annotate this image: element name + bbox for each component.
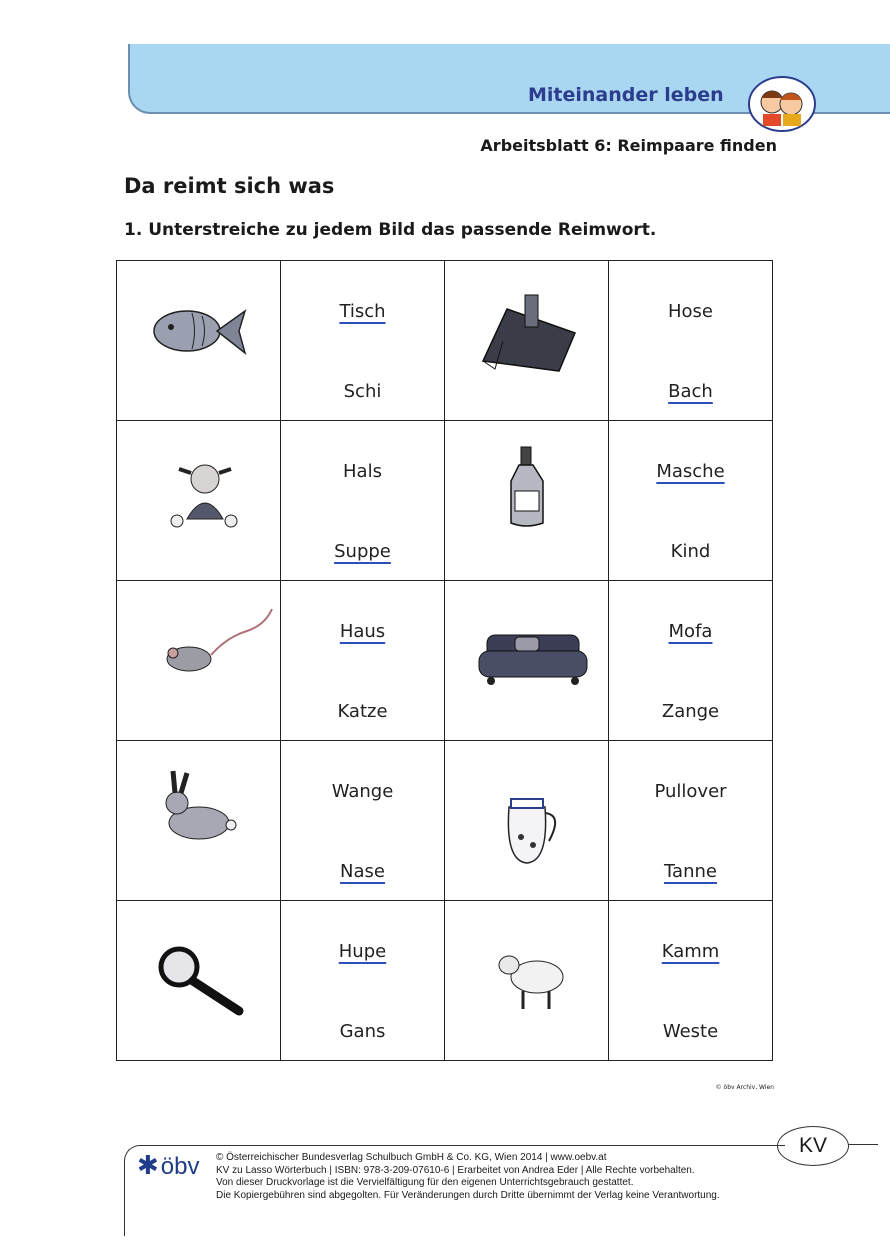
table-row [117, 261, 773, 421]
word-option[interactable]: Wange [331, 781, 394, 802]
roof-icon [445, 261, 608, 420]
rabbit-icon [117, 741, 280, 900]
picture-cell-doll [117, 421, 281, 581]
footer-text [216, 1152, 720, 1202]
word-option[interactable]: Nase [340, 861, 385, 882]
word-option[interactable]: Mofa [668, 621, 713, 642]
word-option[interactable]: Weste [662, 1021, 719, 1042]
picture-cell-jug [445, 741, 609, 901]
word-cell [281, 421, 445, 581]
picture-cell-mouse [117, 581, 281, 741]
children-logo-icon [747, 76, 817, 132]
task-instruction: 1. Unterstreiche zu jedem Bild das passende Reimwort. [124, 220, 657, 240]
sofa-icon [445, 581, 608, 740]
table-row [117, 741, 773, 901]
magnifier-icon [117, 901, 280, 1060]
footer-line: © Österreichischer Bundesverlag Schulbuch GmbH & Co. KG, Wien 2014 | www.oebv.at [216, 1152, 607, 1163]
word-cell [609, 261, 773, 421]
footer-divider [848, 1144, 878, 1145]
word-cell [281, 741, 445, 901]
page-title: Da reimt sich was [124, 174, 335, 198]
picture-cell-fish [117, 261, 281, 421]
mouse-icon [117, 581, 280, 740]
word-option[interactable]: Suppe [334, 541, 391, 562]
word-cell [281, 581, 445, 741]
word-option[interactable]: Hose [668, 301, 713, 322]
footer-line: Die Kopiergebühren sind abgegolten. Für Veränderungen durch Dritte übernimmt der Verlag keine Verantwortung. [216, 1189, 720, 1201]
word-cell [609, 741, 773, 901]
word-option[interactable]: Schi [343, 381, 382, 402]
footer-line: KV zu Lasso Wörterbuch | ISBN: 978-3-209-07610-6 | Erarbeitet von Andrea Eder | Alle Rechte vorbehalten. [216, 1164, 695, 1176]
footer-line: Von dieser Druckvorlage ist die Vervielfältigung für den eigenen Unterrichtsgebrauch gestattet. [216, 1177, 634, 1188]
fish-icon [117, 261, 280, 420]
kv-badge: KV [777, 1126, 849, 1166]
picture-cell-roof [445, 261, 609, 421]
word-option[interactable]: Kind [670, 541, 711, 562]
word-option[interactable]: Hupe [338, 941, 387, 962]
word-option[interactable]: Haus [339, 621, 386, 642]
table-row [117, 421, 773, 581]
doll-icon [117, 421, 280, 580]
word-cell [609, 581, 773, 741]
word-option[interactable]: Masche [656, 461, 725, 482]
word-cell [281, 261, 445, 421]
picture-cell-rabbit [117, 741, 281, 901]
banner-title: Miteinander leben [528, 84, 724, 106]
word-option[interactable]: Tanne [664, 861, 717, 882]
picture-cell-sheep [445, 901, 609, 1061]
word-cell [281, 901, 445, 1061]
worksheet-label: Arbeitsblatt 6: Reimpaare finden [480, 136, 777, 155]
table-row [117, 581, 773, 741]
picture-cell-sofa [445, 581, 609, 741]
rhyme-table [116, 260, 773, 1061]
logo-text: öbv [160, 1153, 200, 1180]
word-option[interactable]: Bach [668, 381, 713, 402]
word-option[interactable]: Tisch [339, 301, 386, 322]
asterisk-logo-icon: ✱ [137, 1150, 159, 1180]
word-option[interactable]: Hals [343, 461, 382, 482]
word-cell [609, 421, 773, 581]
picture-cell-magnifier [117, 901, 281, 1061]
word-option[interactable]: Katze [337, 701, 388, 722]
table-row [117, 901, 773, 1061]
picture-cell-bottle [445, 421, 609, 581]
word-option[interactable]: Kamm [661, 941, 720, 962]
word-cell [609, 901, 773, 1061]
word-option[interactable]: Pullover [654, 781, 727, 802]
image-credit: © öbv Archiv, Wien [715, 1084, 774, 1091]
sheep-icon [445, 901, 608, 1060]
word-option[interactable]: Zange [661, 701, 720, 722]
jug-icon [445, 741, 608, 900]
bottle-icon [445, 421, 608, 580]
word-option[interactable]: Gans [339, 1021, 386, 1042]
publisher-logo [137, 1150, 200, 1181]
